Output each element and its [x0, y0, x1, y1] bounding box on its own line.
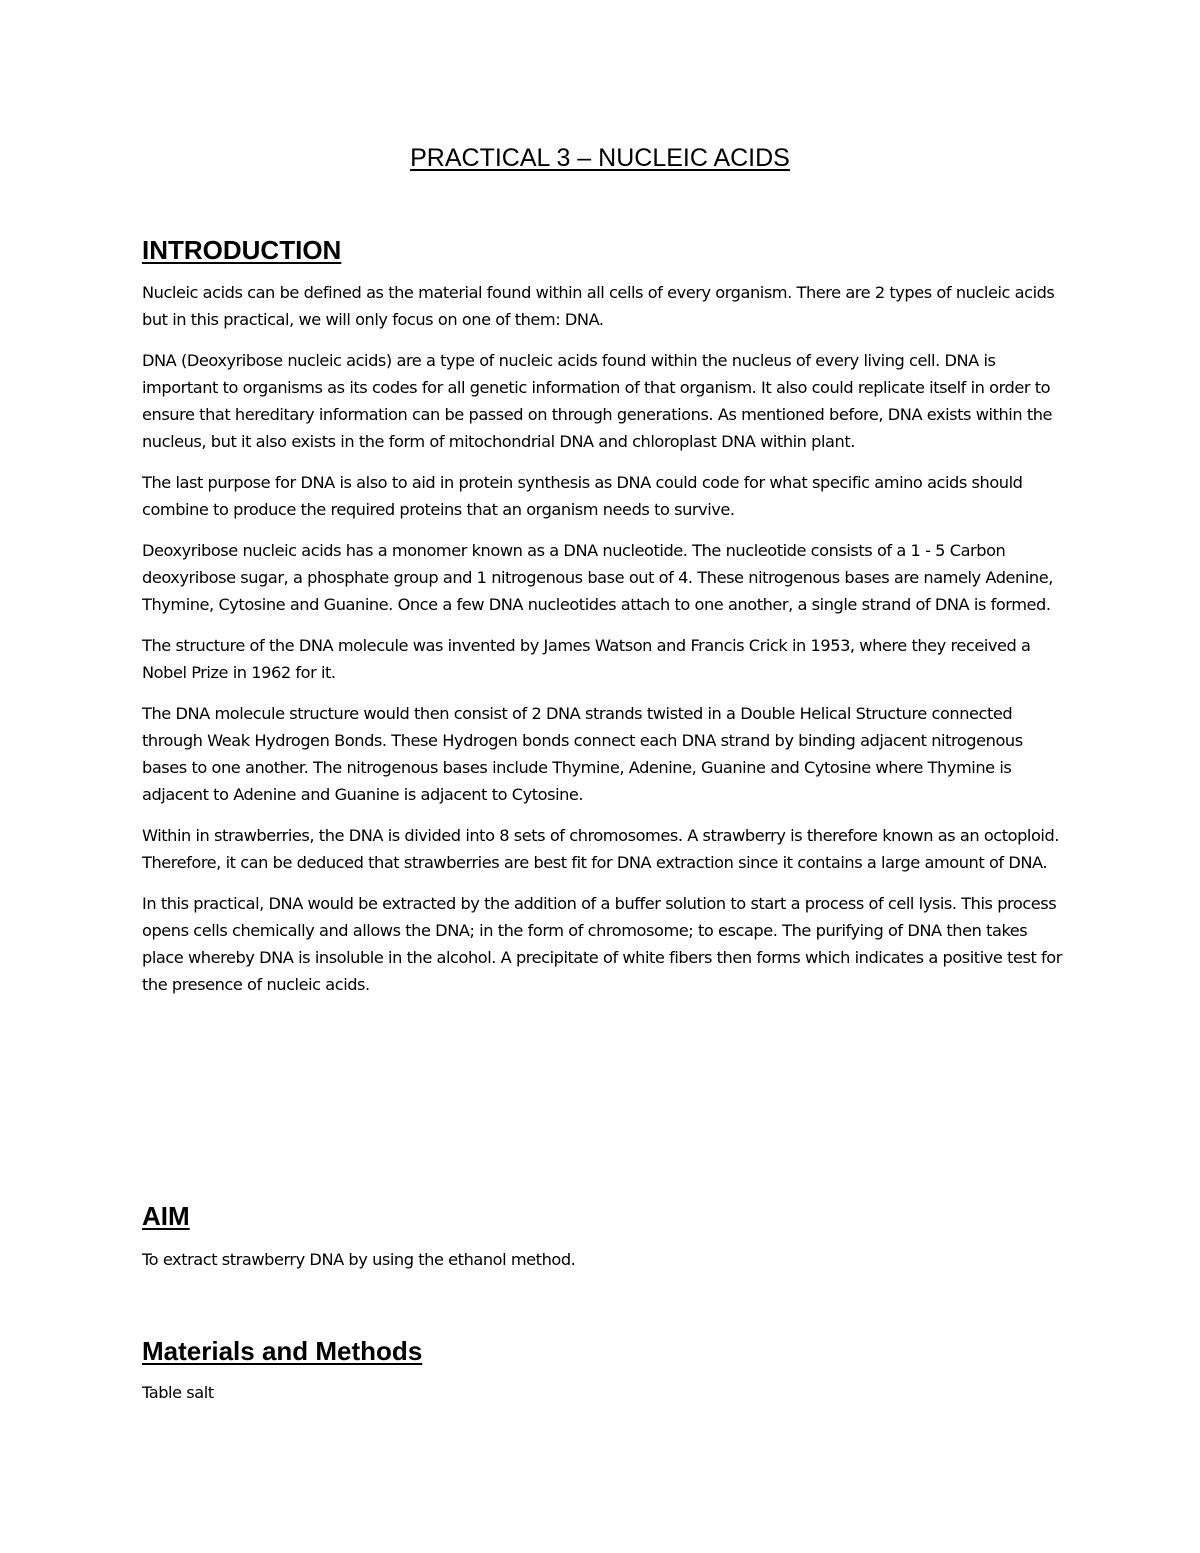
- introduction-section: [142, 279, 1062, 1012]
- aim-text: To extract strawberry DNA by using the ethanol method.: [142, 1250, 576, 1269]
- introduction-paragraph-1: Nucleic acids can be defined as the material found within all cells of every organism. There are 2 types of nucleic acids but in this practical, we will only focus on one of them: DNA.: [142, 283, 1055, 329]
- document-title: PRACTICAL 3 – NUCLEIC ACIDS: [410, 144, 790, 172]
- materials-methods-heading: Materials and Methods: [142, 1336, 423, 1366]
- introduction-paragraph-3: The last purpose for DNA is also to aid in protein synthesis as DNA could code for what specific amino acids should combine to produce the required proteins that an organism needs to survive.: [142, 473, 1023, 519]
- aim-section: [142, 1246, 1062, 1287]
- aim-heading: AIM: [142, 1201, 190, 1231]
- introduction-paragraph-5: The structure of the DNA molecule was invented by James Watson and Francis Crick in 1953, where they received a Nobel Prize in 1962 for it.: [142, 636, 1031, 682]
- materials-item-1: Table salt: [142, 1383, 214, 1402]
- introduction-heading: INTRODUCTION: [142, 235, 342, 265]
- introduction-paragraph-7: Within in strawberries, the DNA is divided into 8 sets of chromosomes. A strawberry is therefore known as an octoploid. Therefore, it can be deduced that strawberries are best fit for DNA extraction since it contains a large amount of DNA.: [142, 826, 1059, 872]
- introduction-paragraph-2: DNA (Deoxyribose nucleic acids) are a type of nucleic acids found within the nucleus of every living cell. DNA is important to organisms as its codes for all genetic information of that organism. It also could replicate itself in order to ensure that hereditary information can be passed on through generations. As mentioned before, DNA exists within the nucleus, but it also exists in the form of mitochondrial DNA and chloroplast DNA within plant.: [142, 351, 1053, 451]
- materials-methods-section: [142, 1379, 1062, 1420]
- introduction-paragraph-8: In this practical, DNA would be extracted by the addition of a buffer solution to start a process of cell lysis. This process opens cells chemically and allows the DNA; in the form of chromosome; to escape. The purifying of DNA then takes place whereby DNA is insoluble in the alcohol. A precipitate of white fibers then forms which indicates a positive test for the presence of nucleic acids.: [142, 894, 1062, 994]
- introduction-paragraph-6: The DNA molecule structure would then consist of 2 DNA strands twisted in a Double Helical Structure connected through Weak Hydrogen Bonds. These Hydrogen bonds connect each DNA strand by binding adjacent nitrogenous bases to one another. The nitrogenous bases include Thymine, Adenine, Guanine and Cytosine where Thymine is adjacent to Adenine and Guanine is adjacent to Cytosine.: [142, 704, 1023, 804]
- introduction-paragraph-4: Deoxyribose nucleic acids has a monomer known as a DNA nucleotide. The nucleotide consists of a 1 - 5 Carbon deoxyribose sugar, a phosphate group and 1 nitrogenous base out of 4. These nitrogenous bases are namely Adenine, Thymine, Cytosine and Guanine. Once a few DNA nucleotides attach to one another, a single strand of DNA is formed.: [142, 541, 1053, 614]
